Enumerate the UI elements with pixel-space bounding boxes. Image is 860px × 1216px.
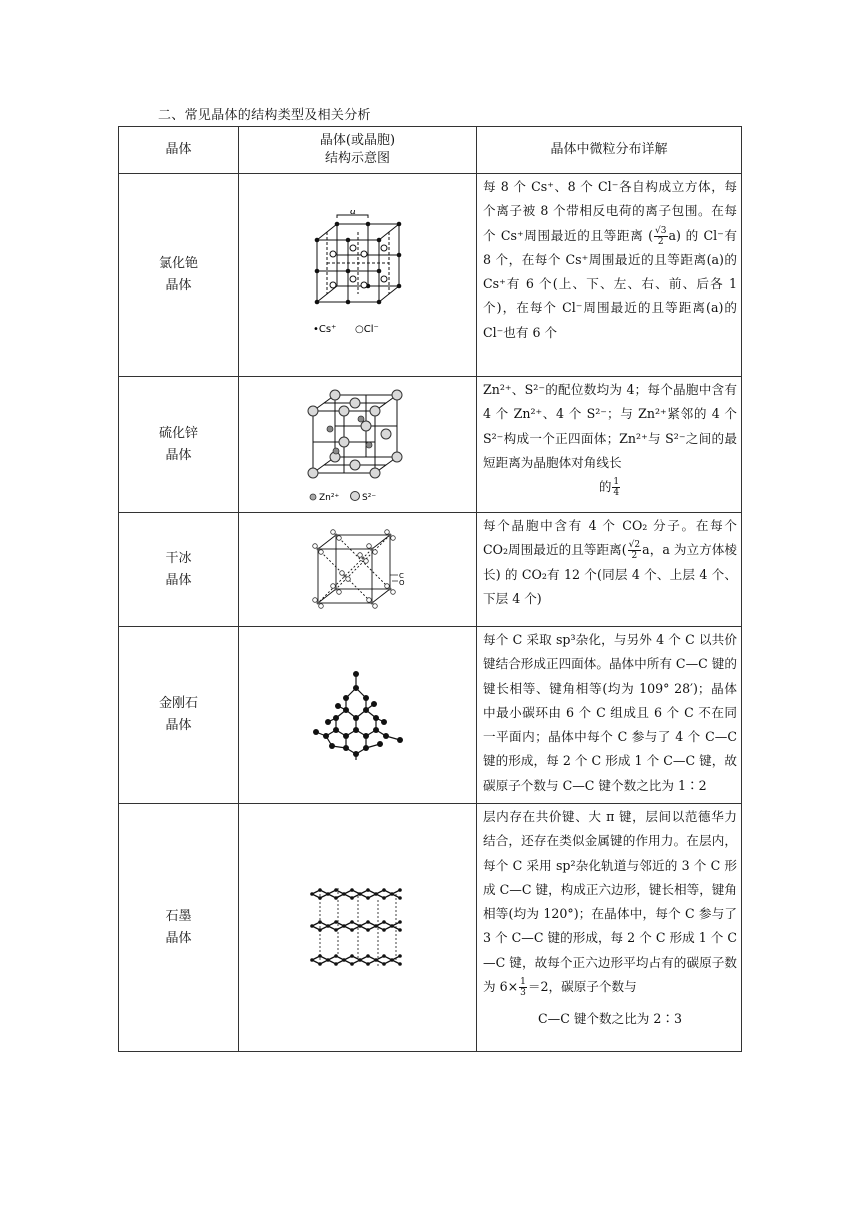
fraction: $\frac{1}{4}$	[613, 477, 620, 499]
table-row	[119, 377, 742, 513]
desc-text: ＝2，碳原子个数与	[527, 979, 637, 995]
graphite-structure-diagram	[308, 882, 408, 974]
desc-text: a) 的 Cl⁻有 8 个，在每个 Cs⁺周围最近的且等距离(a)的 Cs⁺有 6 个(上、下、左、右、前、后各 1 个)，在每个 Cl⁻周围最近的且等距离(a)的 Cl⁻也有 6 个	[483, 227, 738, 340]
label-oxygen: O	[398, 578, 405, 587]
lattice-a-label: a	[349, 210, 356, 217]
crystal-name-cell	[119, 804, 239, 1052]
structure-figure-cell	[239, 513, 477, 627]
header-distribution: 晶体中微粒分布详解	[477, 127, 742, 174]
fraction: $\frac{√2}{2}$	[628, 540, 641, 562]
legend-cs: •Cs⁺	[312, 324, 336, 335]
header-crystal: 晶体	[119, 127, 239, 174]
table-header-row	[119, 127, 742, 174]
desc-text: a，a 为立方体棱长) 的 CO₂有 12 个(同层 4 个、上层 4 个、下层 4 个)	[483, 542, 737, 606]
dry-ice-structure-diagram	[308, 525, 408, 615]
description-cell: 每个晶胞中含有 4 个 CO₂ 分子。在每个 CO₂周围最近的且等距离( $\frac{√2}{2}$ a，a 为立方体棱长) 的 CO₂有 12 个(同层 4 个、上层 4 个、下层 4 个)	[477, 513, 742, 627]
description-cell	[477, 627, 742, 804]
description-cell: 每 8 个 Cs⁺、8 个 Cl⁻各自构成立方体，每个离子被 8 个带相反电荷的离子包围。在每个 Cs⁺周围最近的且等距离 ( $\frac{√3}{2}$ a) 的 Cl⁻有 8 个，在每个 Cs⁺周围最近的且等距离(a)的 Cs⁺有 6 个(上、下、左、右、前、后各 1 个)，在每个 Cl⁻周围最近的且等距离(a)的 Cl⁻也有 6 个	[477, 174, 742, 377]
zns-structure-diagram	[303, 385, 413, 505]
label-carbon: C	[398, 571, 404, 580]
structure-figure-cell	[239, 377, 477, 513]
crystal-suffix: 晶体	[165, 572, 192, 588]
crystal-name-cell	[119, 174, 239, 377]
crystal-suffix: 晶体	[165, 930, 192, 946]
crystal-suffix: 晶体	[165, 718, 192, 733]
fraction: $\frac{√3}{2}$	[655, 225, 667, 247]
desc-text: 每个 C 采取 sp³杂化，与另外 4 个 C 以共价键结合形成正四面体。晶体中所有 C—C 键的键长相等、键角相等(均为 109° 28′)；晶体中最小碳环由 6 个 C 组成且 6 个 C 不在同一平面内；晶体中每个 C 参与了 4 个 C—C 键的形成，每 2 个 C 形成 1 个 C—C 键，故碳原子个数与 C—C 键个数之比为 1∶2	[483, 632, 737, 793]
header-structure-line2: 结构示意图	[324, 151, 390, 166]
desc-text: 的	[598, 479, 612, 495]
crystal-name: 硫化锌	[158, 425, 198, 441]
crystal-name-cell	[119, 627, 239, 804]
header-structure-line1: 晶体(或晶胞)	[319, 133, 396, 148]
structure-figure-cell	[239, 804, 477, 1052]
legend-s: S²⁻	[361, 492, 376, 503]
header-structure-diagram	[239, 127, 477, 174]
desc-text: 每个晶胞中含有 4 个 CO₂ 分子。在每个 CO₂周围最近的且等距离	[483, 518, 737, 558]
legend-zn: Zn²⁺	[318, 492, 339, 503]
section-title: 二、常见晶体的结构类型及相关分析	[158, 108, 371, 123]
description-cell	[477, 377, 742, 513]
crystal-name-cell	[119, 377, 239, 513]
crystal-suffix: 晶体	[165, 447, 192, 463]
table-row	[119, 513, 742, 627]
desc-text: 每 8 个 Cs⁺、8 个 Cl⁻各自构成立方体，每个离子被 8 个带相反电荷的离子包围。在每个 Cs⁺周围最近的且等距离	[483, 179, 737, 243]
fraction: $\frac{1}{3}$	[520, 977, 526, 999]
cscl-structure-diagram	[303, 210, 413, 340]
crystal-structure-table	[118, 126, 742, 1052]
crystal-name: 金刚石	[158, 696, 198, 711]
crystal-name: 石墨	[165, 908, 192, 924]
crystal-name: 干冰	[165, 550, 192, 566]
desc-text: C—C 键个数之比为 2∶3	[537, 1011, 683, 1027]
table-row	[119, 627, 742, 804]
desc-text: 层内存在共价键、大 π 键，层间以范德华力结合，还存在类似金属键的作用力。在层内，每个 C 采用 sp²杂化轨道与邻近的 3 个 C 形成 C—C 键，构成正六边形，键长相等，键角相等(均为 120°)；在晶体中，每个 C 参与了 3 个 C—C 键的形成，每 2 个 C 形成 1 个 C—C 键，故每个正六边形平均占有的碳原子数为 6×	[483, 809, 737, 995]
table-row	[119, 174, 742, 377]
crystal-name-cell	[119, 513, 239, 627]
diamond-structure-diagram	[308, 670, 408, 760]
legend-cl: ○Cl⁻	[354, 324, 379, 335]
table-row	[119, 804, 742, 1052]
desc-text: Zn²⁺、S²⁻的配位数均为 4；每个晶胞中含有 4 个 Zn²⁺、4 个 S²⁻；与 Zn²⁺紧邻的 4 个 S²⁻构成一个正四面体；Zn²⁺与 S²⁻之间的最短距离为晶胞体对角线长	[483, 382, 737, 470]
crystal-suffix: 晶体	[165, 278, 192, 293]
structure-figure-cell	[239, 174, 477, 377]
structure-figure-cell	[239, 627, 477, 804]
description-cell	[477, 804, 742, 1052]
crystal-name: 氯化铯	[158, 256, 198, 271]
